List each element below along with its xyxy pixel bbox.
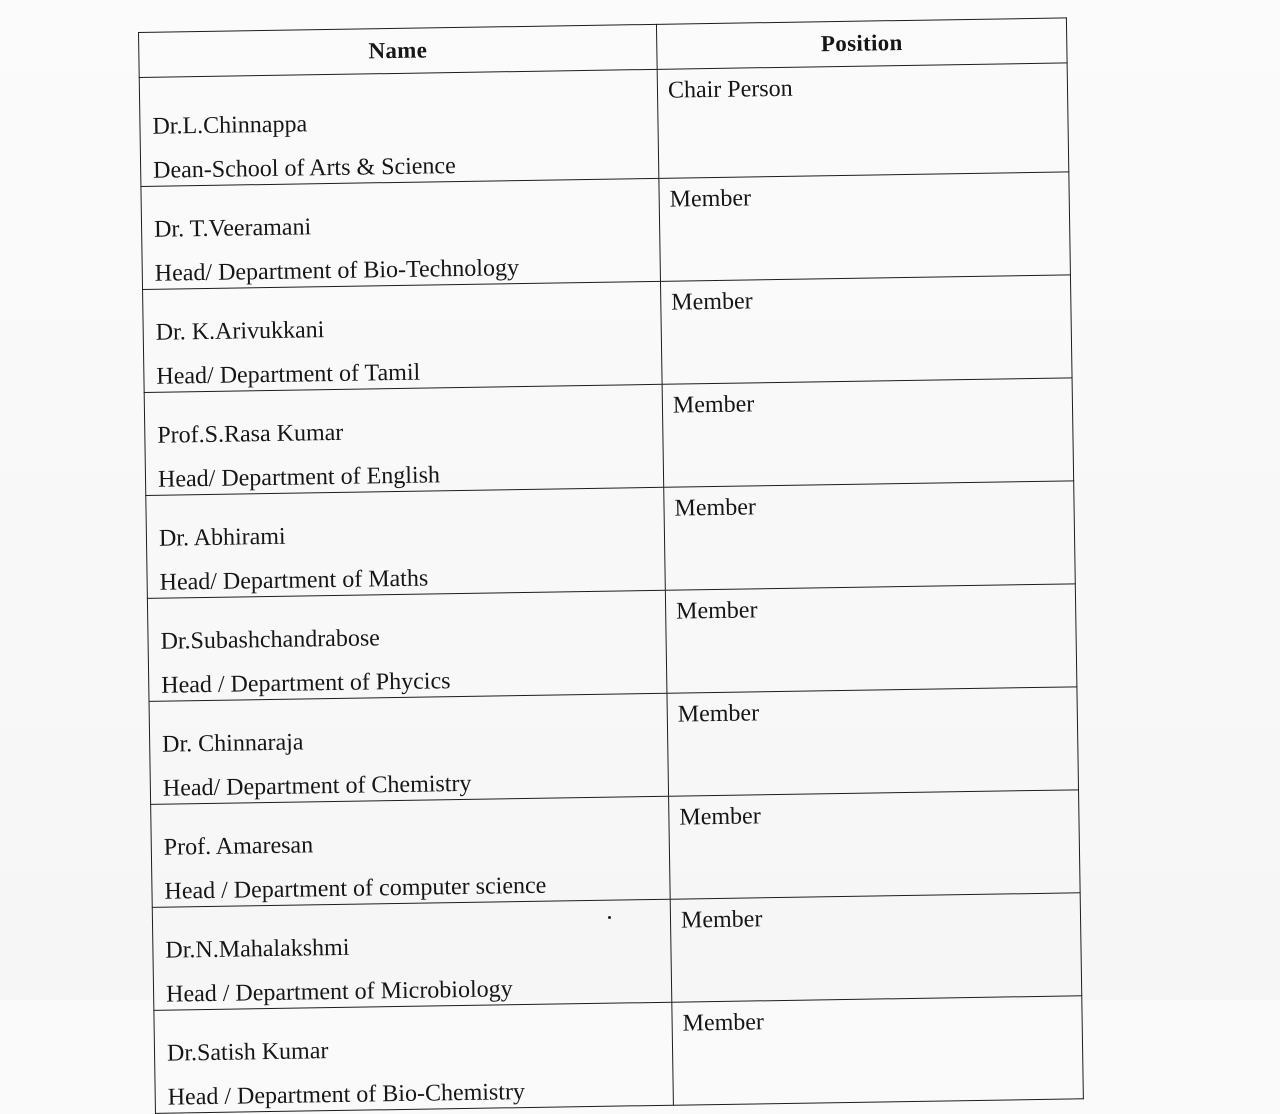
- name-cell: [154, 1002, 674, 1113]
- position-cell: [665, 584, 1077, 693]
- position-cell: [669, 790, 1081, 899]
- name-cell: [151, 796, 671, 907]
- member-position: Member: [669, 185, 752, 213]
- member-name: Dr. Abhirami: [158, 523, 286, 552]
- committee-table: [138, 17, 1084, 1113]
- position-cell: [670, 893, 1082, 1002]
- member-role: Head / Department of Microbiology: [165, 976, 513, 1008]
- name-cell: [143, 281, 663, 392]
- member-position: Member: [675, 597, 758, 625]
- position-cell: [662, 378, 1074, 487]
- table-row: [143, 275, 1073, 393]
- member-role: Head / Department of Bio-Chemistry: [167, 1079, 526, 1111]
- member-role: Head/ Department of English: [157, 462, 441, 493]
- member-role: Head/ Department of Bio-Technology: [154, 255, 520, 287]
- member-name: Prof.S.Rasa Kumar: [157, 419, 344, 449]
- member-position: Member: [679, 803, 761, 831]
- scan-speck: [608, 916, 611, 919]
- member-role: Head / Department of computer science: [164, 872, 547, 905]
- table-row: [154, 996, 1084, 1114]
- member-name: Prof. Amaresan: [163, 832, 314, 861]
- position-cell: [660, 275, 1072, 384]
- member-position: Member: [674, 494, 757, 522]
- member-position: Member: [672, 391, 755, 419]
- table-row: [141, 172, 1071, 290]
- member-role: Head/ Department of Maths: [159, 565, 429, 596]
- name-column-header: Name: [139, 24, 658, 77]
- name-cell: [149, 693, 669, 804]
- position-cell: [672, 996, 1084, 1105]
- member-name: Dr. Chinnaraja: [161, 729, 304, 758]
- member-name: Dr. T.Veeramani: [153, 214, 312, 243]
- name-cell: [144, 384, 664, 495]
- table-row: [151, 790, 1081, 908]
- name-cell: [152, 899, 672, 1010]
- name-cell: [141, 178, 661, 289]
- member-name: Dr.N.Mahalakshmi: [165, 934, 350, 964]
- table-row: [146, 481, 1076, 599]
- member-role: Dean-School of Arts & Science: [152, 153, 456, 184]
- member-position: Member: [671, 288, 753, 316]
- name-cell: [147, 590, 667, 701]
- member-role: Head/ Department of Tamil: [156, 359, 421, 390]
- table-row: [144, 378, 1074, 496]
- position-column-header: Position: [656, 18, 1067, 69]
- position-cell: [664, 481, 1076, 590]
- member-role: Head / Department of Phycics: [161, 668, 451, 699]
- member-position: Member: [682, 1009, 765, 1037]
- position-cell: [657, 63, 1069, 178]
- member-name: Dr. K.Arivukkani: [155, 317, 325, 346]
- table-row: [147, 584, 1077, 702]
- member-role: Head/ Department of Chemistry: [162, 770, 472, 802]
- member-name: Dr.Subashchandrabose: [160, 625, 381, 655]
- position-cell: [667, 687, 1079, 796]
- member-position: Member: [677, 700, 760, 728]
- position-cell: [659, 172, 1071, 281]
- member-position: Member: [680, 906, 763, 934]
- table-row: [139, 63, 1069, 187]
- name-cell: [139, 69, 659, 186]
- name-cell: [146, 487, 666, 598]
- table-row: [152, 893, 1082, 1011]
- member-position: Chair Person: [667, 75, 793, 104]
- member-name: Dr.Satish Kumar: [166, 1038, 329, 1067]
- table-row: [149, 687, 1079, 805]
- member-name: Dr.L.Chinnappa: [152, 111, 308, 140]
